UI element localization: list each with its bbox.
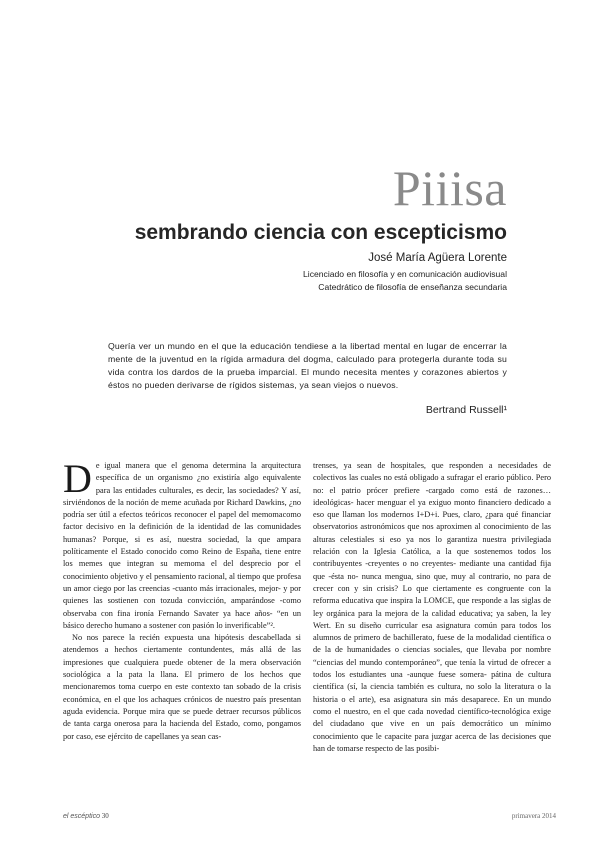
- drop-cap: D: [63, 456, 92, 501]
- page-subtitle: sembrando ciencia con escepticismo: [134, 221, 507, 244]
- paragraph-text: e igual manera que el genoma determina la arquitectura específica de un organismo ¿no existiría algo equivalente para las entidades culturales, es decir, las sociedades? Y así, sirviéndonos de la noción de meme acuñada por Richard Dawkins, ¿no podría ser útil a efectos teóricos reconocer el papel del memomacomo factor decisivo en la definición de la identidad de las comunidades humanas? Porque, si es así, nuestra sociedad, la que ampara políticamente el Estado conocido como Reino de España, tiene entre los memes que integran su memoma el del desprecio por el conocimiento objetivo y el pensamiento racional, al tiempo que profesa un amor ciego por las creencias -cuanto más irracionales, mejor- y por quienes las sostienen con tozuda convicción, amparándose -como observaba con fina ironía Fernando Savater ya hace años- “en un básico derecho humano a sostener con pasión lo inverificable”².: [63, 461, 301, 630]
- article-paragraph: [63, 456, 301, 632]
- footer-left: [63, 812, 109, 820]
- article-paragraph: No nos parece la recién expuesta una hipótesis descabellada si atendemos a hechos ciertamente contundentes, más allá de las impresiones que cualquiera puede obtener de la mera observación sociológica a la pata la llana. El primero de los hechos que mencionaremos toma cuerpo en este contexto tan sobado de la crisis económica, en el que los achaques crónicos de nuestro país presentan aguda evidencia. Porque mira que se puede detraer recursos públicos de tanta carga onerosa para la hacienda del Estado, como, pongamos por caso, ese ejército de capellanes ya sean cas-: [63, 633, 301, 741]
- page-number: 30: [101, 812, 109, 820]
- article-column-left: [63, 456, 301, 743]
- author-credential-1: Licenciado en filosofía y en comunicación audiovisual: [303, 269, 507, 279]
- article-column-right: [313, 460, 551, 755]
- author-name: José María Agüera Lorente: [368, 252, 507, 264]
- article-paragraph: trenses, ya sean de hospitales, que responden a necesidades de colectivos las cuales no está obligado a sufragar el erario público. Pero no: el patrio prócer prefiere -cargado como está de razones… ideológicas- hacer menguar el ya exiguo monto financiero dedicado a eso que llaman los modernos I+D+i. Pues, claro, ¿para qué financiar observatorios astronómicos que nos aproximen al conocimiento de las alturas celestiales si eso ya nos lo garantiza nuestra privilegiada relación con la Iglesia Católica, a la que sostenemos todos los contribuyentes -creyentes o no creyentes- mediante una cantidad fija que -ésta no- nunca mengua, sino que, muy al contrario, no para de crecer con y sin crisis? Lo que ciertamente es congruente con la reforma educativa que inspira la LOMCE, que responde a las siglas de ley orgánica para la mejora de la calidad educativa; ya saben, la ley Wert. En su diseño curricular esa asignatura común para todos los alumnos de primero de bachillerato, fuese de la modalidad científica o de la de humanidades o ciencias sociales, que llevaba por nombre “ciencias del mundo contemporáneo”, que tenía la virtud de ofrecer a todos los estudiantes una -aunque fuese somera- pátina de cultura científica (sí, la ciencia también es cultura, no solo la literatura o la historia o el arte), esa asignatura sin más desaparece. En un mundo como el nuestro, en el que cada novedad científico-tecnológica exige del ciudadano que vive en un país democrático un mínimo conocimiento que le capacite para juzgar acerca de las decisiones que han de tomarse respecto de las posibi-: [313, 461, 551, 753]
- author-credential-2: Catedrático de filosofía de enseñanza secundaria: [318, 282, 507, 292]
- epigraph-author: Bertrand Russell¹: [425, 404, 507, 416]
- footer-season: primavera 2014: [511, 812, 556, 820]
- page-title: Piiisa: [392, 160, 507, 216]
- epigraph-quote: Quería ver un mundo en el que la educación tendiese a la libertad mental en lugar de encerrar la mente de la juventud en la rígida armadura del dogma, calculado para protegerla durante toda su vida contra los dardos de la prueba imparcial. El mundo necesita mentes y corazones abiertos y éstos no pueden derivarse de rígidos sistemas, ya sean viejos o nuevos.: [108, 341, 507, 390]
- magazine-brand: el escéptico: [63, 813, 100, 820]
